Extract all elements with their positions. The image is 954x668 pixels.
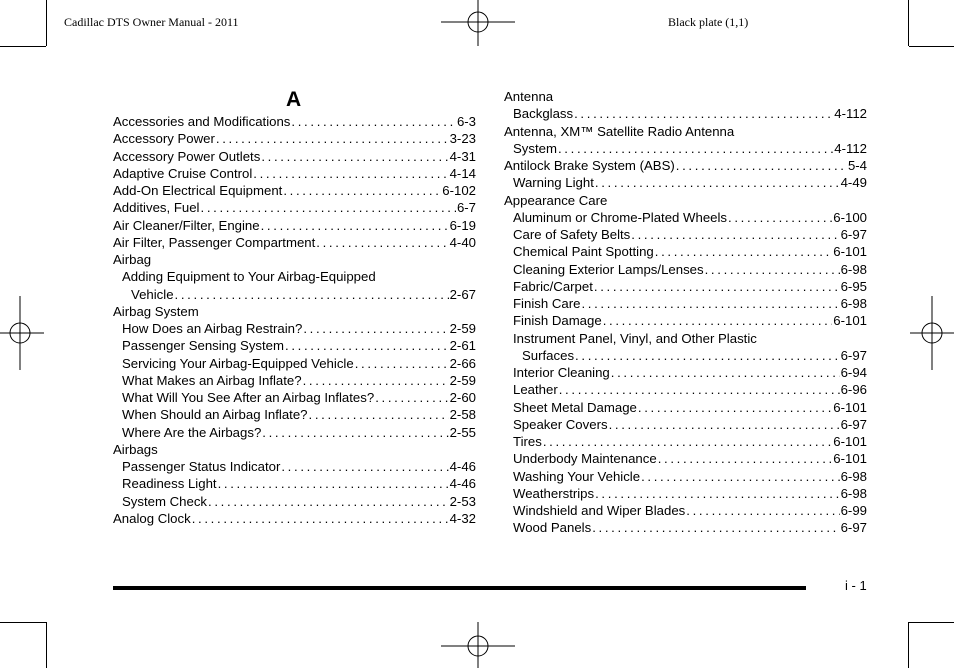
index-entry bbox=[504, 295, 867, 312]
index-entry-text: When Should an Airbag Inflate? bbox=[122, 407, 308, 423]
dot-leader bbox=[728, 209, 832, 226]
index-entry-page: 6-19 bbox=[449, 217, 476, 233]
dot-leader bbox=[559, 381, 840, 398]
index-entry bbox=[113, 148, 476, 165]
index-entry-text: Leather bbox=[513, 382, 558, 398]
index-entry-page: 3-23 bbox=[449, 131, 476, 147]
dot-leader bbox=[303, 372, 449, 389]
index-entry-page: 6-101 bbox=[833, 434, 867, 449]
index-entry bbox=[504, 312, 867, 329]
index-entry-text: Airbags bbox=[113, 441, 158, 457]
index-entry bbox=[113, 337, 476, 354]
index-entry bbox=[504, 243, 867, 260]
index-entry-text: Wood Panels bbox=[513, 520, 592, 536]
dot-leader bbox=[175, 286, 449, 303]
dot-leader bbox=[285, 337, 449, 354]
index-entry bbox=[504, 416, 867, 433]
index-entry-page: 2-59 bbox=[449, 372, 476, 388]
index-entry bbox=[113, 303, 476, 320]
crop-mark-icon bbox=[909, 622, 954, 623]
index-entry bbox=[113, 130, 476, 147]
dot-leader bbox=[316, 234, 448, 251]
index-entry-text: Backglass bbox=[513, 106, 574, 122]
index-entry-text: Vehicle bbox=[131, 286, 174, 302]
dot-leader bbox=[192, 510, 449, 527]
dot-leader bbox=[261, 217, 449, 234]
index-entry-page: 2-55 bbox=[449, 424, 476, 440]
index-entry-page: 6-98 bbox=[840, 261, 867, 277]
index-entry-page: 6-101 bbox=[833, 244, 867, 260]
index-entry-page: 4-32 bbox=[449, 510, 476, 526]
index-entry bbox=[113, 493, 476, 510]
index-entry-text: Accessories and Modifications bbox=[113, 114, 291, 129]
index-entry bbox=[504, 123, 867, 140]
index-entry bbox=[504, 485, 867, 502]
index-entry-page: 6-98 bbox=[840, 485, 867, 501]
index-entry-text: Underbody Maintenance bbox=[513, 451, 657, 467]
index-entry-text: Appearance Care bbox=[504, 192, 608, 208]
index-entry bbox=[504, 347, 867, 364]
index-entry bbox=[504, 157, 867, 174]
index-entry-page: 6-97 bbox=[840, 416, 867, 432]
dot-leader bbox=[291, 113, 456, 130]
index-entry bbox=[504, 261, 867, 278]
index-entry bbox=[113, 113, 476, 130]
index-entry-text: Washing Your Vehicle bbox=[513, 468, 641, 484]
registration-mark-icon bbox=[441, 622, 515, 668]
index-entry-text: Readiness Light bbox=[122, 476, 217, 492]
index-entry-page: 6-97 bbox=[840, 347, 867, 363]
index-entry-text: Air Cleaner/Filter, Engine bbox=[113, 217, 260, 233]
index-entry-page: 6-101 bbox=[833, 451, 867, 467]
index-entry-text: Passenger Status Indicator bbox=[122, 459, 281, 474]
registration-mark-icon bbox=[441, 0, 515, 46]
index-entry bbox=[113, 441, 476, 458]
index-entry-page: 4-40 bbox=[449, 234, 476, 250]
index-entry-text: Interior Cleaning bbox=[513, 365, 610, 380]
index-entry-text: Fabric/Carpet bbox=[513, 278, 593, 294]
index-entry-page: 6-95 bbox=[840, 278, 867, 294]
dot-leader bbox=[218, 475, 449, 492]
index-entry bbox=[113, 165, 476, 182]
index-entry bbox=[113, 406, 476, 423]
section-letter: A bbox=[286, 88, 302, 111]
index-entry-text: Where Are the Airbags? bbox=[122, 424, 262, 440]
dot-leader bbox=[543, 433, 832, 450]
index-entry bbox=[504, 519, 867, 536]
dot-leader bbox=[355, 355, 449, 372]
index-entry-text: Adding Equipment to Your Airbag-Equipped bbox=[122, 269, 376, 285]
index-entry-page: 6-3 bbox=[456, 114, 476, 129]
index-entry bbox=[504, 174, 867, 191]
header-title: Cadillac DTS Owner Manual - 2011 bbox=[64, 15, 239, 29]
index-entry bbox=[113, 320, 476, 337]
index-entry-text: Airbag System bbox=[113, 303, 199, 319]
index-entry-text: Aluminum or Chrome-Plated Wheels bbox=[513, 209, 728, 225]
dot-leader bbox=[574, 105, 833, 122]
index-entry-page: 4-49 bbox=[840, 175, 867, 191]
registration-mark-icon bbox=[910, 296, 954, 370]
index-entry bbox=[504, 381, 867, 398]
index-entry bbox=[113, 355, 476, 372]
index-entry-text: Windshield and Wiper Blades bbox=[513, 503, 686, 518]
index-entry-page: 6-94 bbox=[840, 365, 867, 380]
index-entry-text: Add-On Electrical Equipment bbox=[113, 183, 283, 198]
index-entry bbox=[504, 105, 867, 122]
dot-leader bbox=[641, 468, 840, 485]
dot-leader bbox=[603, 312, 833, 329]
index-entry-text: Analog Clock bbox=[113, 510, 191, 526]
index-entry-page: 5-4 bbox=[847, 158, 867, 173]
dot-leader bbox=[592, 519, 839, 536]
index-entry bbox=[113, 251, 476, 268]
footer-rule bbox=[113, 586, 806, 590]
registration-mark-icon bbox=[0, 296, 44, 370]
index-entry-text: Antenna, XM™ Satellite Radio Antenna bbox=[504, 123, 735, 139]
dot-leader bbox=[676, 157, 847, 174]
index-entry-page: 6-97 bbox=[840, 520, 867, 536]
index-entry bbox=[113, 182, 476, 199]
dot-leader bbox=[262, 424, 448, 441]
dot-leader bbox=[595, 174, 840, 191]
index-entry bbox=[504, 468, 867, 485]
index-entry bbox=[113, 389, 476, 406]
dot-leader bbox=[253, 165, 448, 182]
index-entry-page: 2-58 bbox=[449, 407, 476, 423]
index-entry bbox=[504, 192, 867, 209]
index-entry bbox=[504, 399, 867, 416]
index-entry bbox=[504, 364, 867, 381]
index-entry-text: Antilock Brake System (ABS) bbox=[504, 158, 675, 173]
index-entry bbox=[113, 424, 476, 441]
index-entry-text: Accessory Power Outlets bbox=[113, 148, 261, 164]
index-entry-text: Adaptive Cruise Control bbox=[113, 165, 253, 181]
page-number: i - 1 bbox=[845, 578, 867, 593]
index-entry-text: Speaker Covers bbox=[513, 416, 608, 432]
index-entry bbox=[113, 199, 476, 216]
index-entry bbox=[504, 278, 867, 295]
dot-leader bbox=[609, 416, 840, 433]
dot-leader bbox=[201, 199, 456, 216]
index-entry-text: Warning Light bbox=[513, 175, 594, 191]
header-plate: Black plate (1,1) bbox=[668, 15, 749, 29]
crop-mark-icon bbox=[0, 46, 46, 47]
dot-leader bbox=[655, 243, 833, 260]
index-entry-text: Additives, Fuel bbox=[113, 200, 200, 216]
index-entry-page: 2-66 bbox=[449, 355, 476, 371]
index-entry-page: 2-60 bbox=[449, 390, 476, 405]
index-entry-page: 6-101 bbox=[833, 313, 867, 329]
dot-leader bbox=[208, 493, 449, 510]
index-entry bbox=[504, 502, 867, 519]
dot-leader bbox=[631, 226, 839, 243]
index-entry bbox=[113, 268, 476, 285]
index-entry bbox=[113, 510, 476, 527]
index-entry-text: Finish Care bbox=[513, 296, 581, 311]
index-entry bbox=[113, 286, 476, 303]
dot-leader bbox=[581, 295, 839, 312]
index-entry bbox=[113, 217, 476, 234]
index-entry-page: 6-97 bbox=[840, 227, 867, 242]
index-entry bbox=[504, 88, 867, 105]
index-entry-text: Instrument Panel, Vinyl, and Other Plastic bbox=[513, 330, 757, 346]
index-entry-text: Surfaces bbox=[522, 347, 575, 363]
index-entry-page: 4-112 bbox=[834, 106, 867, 122]
dot-leader bbox=[303, 320, 448, 337]
index-column-right bbox=[504, 88, 867, 537]
index-entry-text: Tires bbox=[513, 434, 542, 449]
dot-leader bbox=[686, 502, 839, 519]
index-entry-text: Airbag bbox=[113, 252, 152, 267]
index-entry-text: Weatherstrips bbox=[513, 485, 595, 501]
index-entry bbox=[113, 458, 476, 475]
crop-mark-icon bbox=[46, 0, 47, 46]
index-entry-page: 4-31 bbox=[449, 148, 476, 164]
index-entry-text: What Will You See After an Airbag Inflates? bbox=[122, 390, 375, 405]
dot-leader bbox=[705, 261, 840, 278]
index-entry bbox=[113, 372, 476, 389]
index-entry-page: 4-112 bbox=[834, 140, 867, 156]
index-entry-page: 6-99 bbox=[840, 503, 867, 518]
dot-leader bbox=[594, 278, 840, 295]
index-entry-page: 6-102 bbox=[442, 183, 476, 198]
index-entry bbox=[504, 226, 867, 243]
index-entry-text: Passenger Sensing System bbox=[122, 338, 284, 354]
index-entry-page: 6-98 bbox=[840, 296, 867, 311]
dot-leader bbox=[216, 130, 449, 147]
index-entry-text: Air Filter, Passenger Compartment bbox=[113, 234, 316, 250]
crop-mark-icon bbox=[908, 622, 909, 668]
index-entry-text: System bbox=[513, 140, 557, 156]
index-entry-page: 2-59 bbox=[449, 321, 476, 336]
index-entry-text: Care of Safety Belts bbox=[513, 227, 631, 242]
index-entry-page: 6-96 bbox=[840, 382, 867, 398]
index-entry-text: Cleaning Exterior Lamps/Lenses bbox=[513, 261, 704, 277]
index-entry-page: 6-100 bbox=[833, 209, 867, 225]
index-entry-text: Antenna bbox=[504, 89, 554, 104]
index-entry-text: System Check bbox=[122, 493, 208, 509]
crop-mark-icon bbox=[908, 0, 909, 46]
dot-leader bbox=[261, 148, 448, 165]
index-entry-text: How Does an Airbag Restrain? bbox=[122, 321, 303, 336]
index-entry-page: 2-53 bbox=[449, 493, 476, 509]
dot-leader bbox=[611, 364, 840, 381]
index-entry-text: Chemical Paint Spotting bbox=[513, 244, 654, 260]
index-entry-page: 6-98 bbox=[840, 468, 867, 484]
index-entry bbox=[504, 433, 867, 450]
index-entry-page: 4-46 bbox=[449, 476, 476, 492]
dot-leader bbox=[375, 389, 448, 406]
index-entry-text: What Makes an Airbag Inflate? bbox=[122, 372, 302, 388]
crop-mark-icon bbox=[909, 46, 954, 47]
index-entry-page: 4-14 bbox=[449, 165, 476, 181]
index-entry-page: 4-46 bbox=[449, 459, 476, 474]
dot-leader bbox=[309, 406, 449, 423]
dot-leader bbox=[575, 347, 840, 364]
index-entry bbox=[504, 450, 867, 467]
index-entry bbox=[504, 209, 867, 226]
index-entry-page: 6-7 bbox=[456, 200, 476, 216]
dot-leader bbox=[283, 182, 441, 199]
index-entry bbox=[504, 140, 867, 157]
index-entry-text: Servicing Your Airbag-Equipped Vehicle bbox=[122, 355, 354, 371]
crop-mark-icon bbox=[46, 622, 47, 668]
dot-leader bbox=[558, 140, 833, 157]
crop-mark-icon bbox=[0, 622, 46, 623]
index-entry-page: 6-101 bbox=[833, 399, 867, 415]
index-entry-text: Accessory Power bbox=[113, 131, 215, 147]
dot-leader bbox=[638, 399, 832, 416]
index-entry-text: Sheet Metal Damage bbox=[513, 399, 637, 415]
index-column-left bbox=[113, 113, 476, 527]
dot-leader bbox=[658, 450, 833, 467]
index-entry bbox=[113, 234, 476, 251]
dot-leader bbox=[281, 458, 448, 475]
dot-leader bbox=[595, 485, 839, 502]
index-entry-text: Finish Damage bbox=[513, 313, 602, 329]
index-entry-page: 2-67 bbox=[449, 286, 476, 302]
index-entry-page: 2-61 bbox=[449, 338, 476, 354]
index-entry bbox=[504, 330, 867, 347]
index-entry bbox=[113, 475, 476, 492]
